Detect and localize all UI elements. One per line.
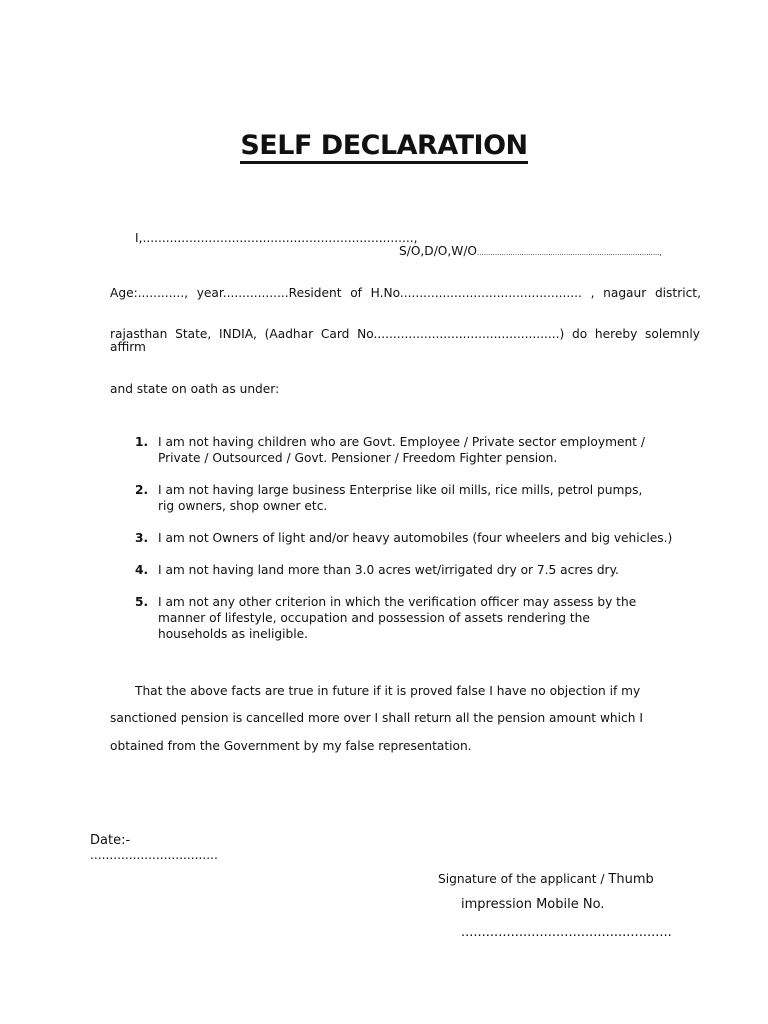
- item-line: I am not having land more than 3.0 acres wet/irrigated dry or 7.5 acres dry.: [158, 563, 619, 577]
- declaration-item: [110, 594, 690, 642]
- declaration-item: [110, 434, 690, 466]
- state-aadhar-line: [110, 327, 700, 341]
- hno-text: H.No...............................................: [370, 286, 582, 300]
- item-number: 1.: [135, 435, 149, 449]
- comma-text: ,: [590, 286, 595, 300]
- item-line: Private / Outsourced / Govt. Pensioner / Freedom Fighter pension.: [158, 451, 558, 465]
- signature-line: [438, 868, 654, 887]
- closing-line-3: obtained from the Government by my false representation.: [110, 739, 472, 753]
- do-text: do: [571, 327, 588, 341]
- age-text: Age:............,: [110, 286, 189, 300]
- item-line: I am not any other criterion in which the verification officer may assess by the: [158, 595, 637, 609]
- page-title-text: SELF DECLARATION: [240, 130, 527, 164]
- item-number: 3.: [135, 531, 149, 545]
- name-line: I,......................................................................,: [135, 231, 418, 245]
- closing-line-2: sanctioned pension is cancelled more over I shall return all the pension amount which I: [110, 711, 643, 725]
- closing-line-1: That the above facts are true in future if it is proved false I have no objection if my: [135, 684, 641, 698]
- affirm-text: affirm: [110, 340, 146, 354]
- card-text: Card: [320, 327, 350, 341]
- mobile-dots: ...................................................: [461, 925, 672, 940]
- relation-line: [399, 244, 662, 258]
- signature-label: Signature of the applicant /: [438, 872, 609, 886]
- nagaur-text: nagaur: [603, 286, 647, 300]
- oath-line: and state on oath as under:: [110, 382, 280, 396]
- item-number: 5.: [135, 595, 149, 609]
- rajasthan-text: rajasthan: [110, 327, 168, 341]
- item-line: manner of lifestyle, occupation and possession of assets rendering the: [158, 611, 590, 625]
- relation-dots: ..................................................................................,: [477, 249, 662, 257]
- relation-label: S/O,D/O,W/O: [399, 244, 478, 258]
- item-line: rig owners, shop owner etc.: [158, 499, 328, 513]
- item-line: I am not Owners of light and/or heavy automobiles (four wheelers and big vehicles.): [158, 531, 673, 545]
- district-text: district,: [654, 286, 701, 300]
- item-line: I am not having large business Enterprise like oil mills, rice mills, petrol pumps,: [158, 483, 643, 497]
- thumb-text: Thumb: [608, 872, 654, 887]
- declaration-list: [110, 434, 690, 642]
- declaration-item: [110, 482, 690, 514]
- item-line: I am not having children who are Govt. Employee / Private sector employment /: [158, 435, 645, 449]
- item-number: 2.: [135, 483, 149, 497]
- year-text: year.................Resident: [196, 286, 342, 300]
- aadhar-text: (Aadhar: [264, 327, 314, 341]
- of-text: of: [350, 286, 362, 300]
- state-text: State,: [175, 327, 212, 341]
- date-dots: .................................: [90, 848, 218, 862]
- mobile-label: impression Mobile No.: [461, 897, 605, 912]
- declaration-item: [110, 530, 690, 546]
- item-number: 4.: [135, 563, 149, 577]
- age-residence-line: [110, 286, 701, 300]
- aadhar-no-text: No................................................): [357, 327, 565, 341]
- item-line: households as ineligible.: [158, 627, 308, 641]
- date-label: Date:-: [90, 833, 131, 848]
- hereby-text: hereby: [594, 327, 638, 341]
- india-text: INDIA,: [219, 327, 257, 341]
- declaration-item: [110, 562, 690, 578]
- page-title: [0, 130, 768, 161]
- solemnly-text: solemnly: [645, 327, 700, 341]
